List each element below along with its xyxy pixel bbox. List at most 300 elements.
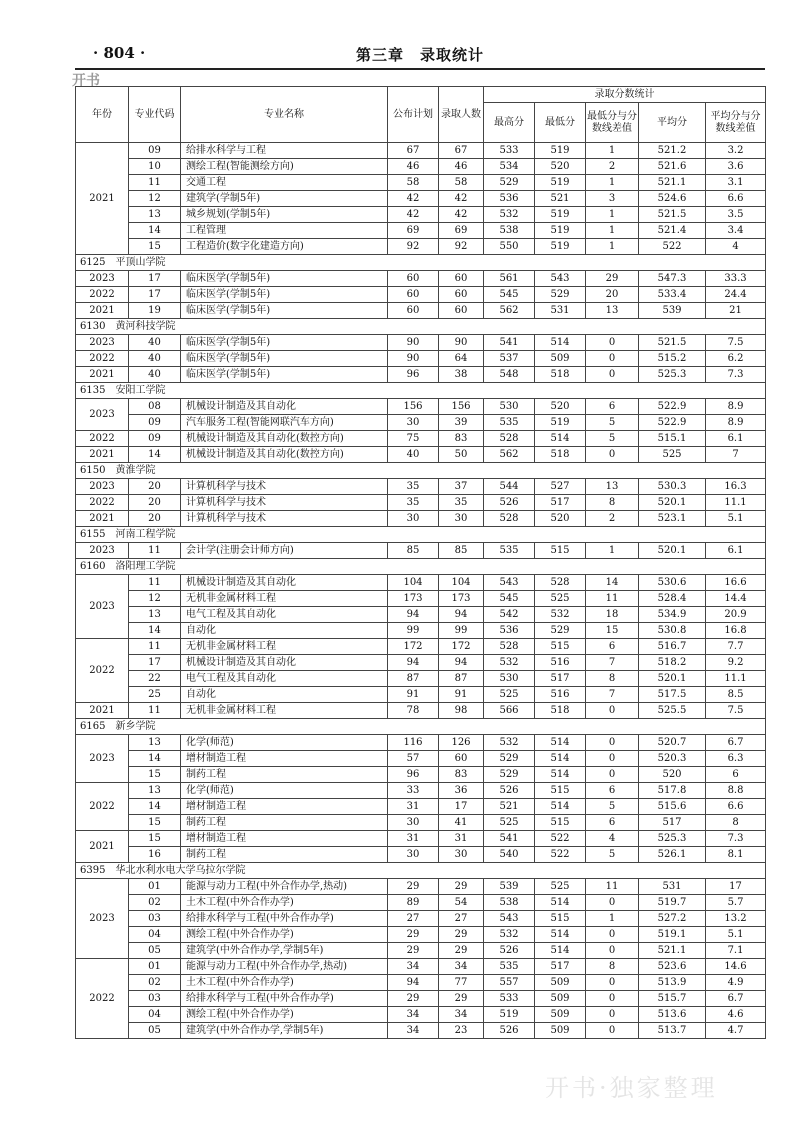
planned-cell: 30: [388, 815, 439, 831]
min-cell: 520: [535, 159, 586, 175]
avg-diff-cell: 6.3: [706, 751, 766, 767]
code-cell: 15: [129, 767, 181, 783]
planned-cell: 30: [388, 511, 439, 527]
school-row: [76, 319, 766, 335]
table-row: [76, 751, 766, 767]
table-row: [76, 735, 766, 751]
planned-cell: 42: [388, 207, 439, 223]
admitted-cell: 64: [439, 351, 484, 367]
code-cell: 17: [129, 287, 181, 303]
major-cell: 机械设计制造及其自动化: [181, 399, 388, 415]
school-row: [76, 463, 766, 479]
header-avg: 平均分: [639, 103, 706, 143]
min-cell: 519: [535, 175, 586, 191]
major-cell: 建筑学(中外合作办学,学制5年): [181, 1023, 388, 1039]
admitted-cell: 30: [439, 511, 484, 527]
min-diff-cell: 7: [586, 655, 639, 671]
admitted-cell: 83: [439, 767, 484, 783]
min-diff-cell: 6: [586, 639, 639, 655]
planned-cell: 78: [388, 703, 439, 719]
avg-cell: 528.4: [639, 591, 706, 607]
code-cell: 13: [129, 783, 181, 799]
min-cell: 529: [535, 287, 586, 303]
header-planned: 公布计划: [388, 87, 439, 143]
school-name: 6165 新乡学院: [76, 719, 766, 735]
planned-cell: 31: [388, 831, 439, 847]
avg-diff-cell: 8.5: [706, 687, 766, 703]
min-cell: 515: [535, 783, 586, 799]
year-cell: 2023: [76, 335, 129, 351]
major-cell: 自动化: [181, 687, 388, 703]
year-cell: 2022: [76, 639, 129, 703]
max-cell: 532: [484, 927, 535, 943]
avg-cell: 522.9: [639, 399, 706, 415]
admitted-cell: 38: [439, 367, 484, 383]
header-admitted: 录取人数: [439, 87, 484, 143]
code-cell: 10: [129, 159, 181, 175]
avg-diff-cell: 6.1: [706, 431, 766, 447]
avg-diff-cell: 21: [706, 303, 766, 319]
max-cell: 526: [484, 943, 535, 959]
max-cell: 537: [484, 351, 535, 367]
admitted-cell: 60: [439, 287, 484, 303]
major-cell: 电气工程及其自动化: [181, 671, 388, 687]
planned-cell: 94: [388, 607, 439, 623]
school-row: [76, 255, 766, 271]
page-header: [75, 40, 765, 70]
code-cell: 19: [129, 303, 181, 319]
avg-diff-cell: 4: [706, 239, 766, 255]
admitted-cell: 17: [439, 799, 484, 815]
code-cell: 15: [129, 239, 181, 255]
major-cell: 无机非金属材料工程: [181, 703, 388, 719]
code-cell: 03: [129, 991, 181, 1007]
table-row: [76, 1023, 766, 1039]
year-cell: 2022: [76, 431, 129, 447]
major-cell: 城乡规划(学制5年): [181, 207, 388, 223]
min-diff-cell: 0: [586, 335, 639, 351]
planned-cell: 172: [388, 639, 439, 655]
min-diff-cell: 1: [586, 223, 639, 239]
min-diff-cell: 0: [586, 351, 639, 367]
code-cell: 22: [129, 671, 181, 687]
planned-cell: 96: [388, 767, 439, 783]
avg-diff-cell: 5.1: [706, 511, 766, 527]
planned-cell: 57: [388, 751, 439, 767]
avg-diff-cell: 33.3: [706, 271, 766, 287]
max-cell: 533: [484, 143, 535, 159]
major-cell: 计算机科学与技术: [181, 495, 388, 511]
table-row: [76, 655, 766, 671]
header-year: 年份: [76, 87, 129, 143]
avg-cell: 547.3: [639, 271, 706, 287]
min-cell: 543: [535, 271, 586, 287]
major-cell: 工程造价(数字化建造方向): [181, 239, 388, 255]
code-cell: 15: [129, 831, 181, 847]
min-cell: 520: [535, 399, 586, 415]
major-cell: 制药工程: [181, 815, 388, 831]
admitted-cell: 94: [439, 655, 484, 671]
school-name: 6130 黄河科技学院: [76, 319, 766, 335]
planned-cell: 34: [388, 959, 439, 975]
table-row: [76, 447, 766, 463]
year-cell: 2023: [76, 735, 129, 783]
major-cell: 临床医学(学制5年): [181, 287, 388, 303]
planned-cell: 67: [388, 143, 439, 159]
min-diff-cell: 0: [586, 735, 639, 751]
table-row: [76, 703, 766, 719]
school-row: [76, 527, 766, 543]
major-cell: 化学(师范): [181, 735, 388, 751]
planned-cell: 35: [388, 479, 439, 495]
admitted-cell: 92: [439, 239, 484, 255]
avg-diff-cell: 3.4: [706, 223, 766, 239]
avg-cell: 523.1: [639, 511, 706, 527]
avg-diff-cell: 5.7: [706, 895, 766, 911]
school-row: [76, 863, 766, 879]
max-cell: 532: [484, 735, 535, 751]
min-cell: 532: [535, 607, 586, 623]
table-row: [76, 783, 766, 799]
avg-diff-cell: 4.7: [706, 1023, 766, 1039]
max-cell: 526: [484, 495, 535, 511]
code-cell: 12: [129, 591, 181, 607]
avg-diff-cell: 6.6: [706, 191, 766, 207]
avg-diff-cell: 7: [706, 447, 766, 463]
code-cell: 14: [129, 223, 181, 239]
code-cell: 11: [129, 575, 181, 591]
year-cell: 2023: [76, 479, 129, 495]
min-diff-cell: 3: [586, 191, 639, 207]
max-cell: 533: [484, 991, 535, 1007]
avg-diff-cell: 6.7: [706, 735, 766, 751]
table-row: [76, 543, 766, 559]
major-cell: 临床医学(学制5年): [181, 351, 388, 367]
table-row: [76, 207, 766, 223]
min-cell: 517: [535, 959, 586, 975]
table-row: [76, 303, 766, 319]
max-cell: 532: [484, 207, 535, 223]
avg-cell: 519.7: [639, 895, 706, 911]
planned-cell: 104: [388, 575, 439, 591]
year-cell: 2023: [76, 399, 129, 431]
avg-diff-cell: 7.5: [706, 703, 766, 719]
code-cell: 13: [129, 207, 181, 223]
max-cell: 535: [484, 543, 535, 559]
admitted-cell: 60: [439, 751, 484, 767]
max-cell: 541: [484, 335, 535, 351]
code-cell: 13: [129, 607, 181, 623]
min-diff-cell: 0: [586, 943, 639, 959]
code-cell: 02: [129, 895, 181, 911]
planned-cell: 99: [388, 623, 439, 639]
max-cell: 545: [484, 591, 535, 607]
planned-cell: 58: [388, 175, 439, 191]
min-cell: 517: [535, 495, 586, 511]
code-cell: 14: [129, 799, 181, 815]
max-cell: 538: [484, 895, 535, 911]
min-cell: 527: [535, 479, 586, 495]
avg-diff-cell: 11.1: [706, 495, 766, 511]
major-cell: 临床医学(学制5年): [181, 303, 388, 319]
planned-cell: 85: [388, 543, 439, 559]
major-cell: 机械设计制造及其自动化: [181, 655, 388, 671]
year-cell: 2023: [76, 543, 129, 559]
planned-cell: 35: [388, 495, 439, 511]
school-name: 6135 安阳工学院: [76, 383, 766, 399]
avg-cell: 513.7: [639, 1023, 706, 1039]
year-cell: 2023: [76, 271, 129, 287]
admitted-cell: 39: [439, 415, 484, 431]
table-row: [76, 511, 766, 527]
max-cell: 550: [484, 239, 535, 255]
min-cell: 519: [535, 415, 586, 431]
major-cell: 测绘工程(智能测绘方向): [181, 159, 388, 175]
planned-cell: 60: [388, 271, 439, 287]
table-row: [76, 831, 766, 847]
planned-cell: 34: [388, 1023, 439, 1039]
avg-diff-cell: 7.1: [706, 943, 766, 959]
table-row: [76, 959, 766, 975]
planned-cell: 91: [388, 687, 439, 703]
major-cell: 无机非金属材料工程: [181, 591, 388, 607]
min-cell: 509: [535, 1007, 586, 1023]
code-cell: 17: [129, 655, 181, 671]
max-cell: 543: [484, 911, 535, 927]
admitted-cell: 58: [439, 175, 484, 191]
avg-cell: 520: [639, 767, 706, 783]
school-name: 6150 黄淮学院: [76, 463, 766, 479]
planned-cell: 27: [388, 911, 439, 927]
avg-cell: 520.7: [639, 735, 706, 751]
year-cell: 2023: [76, 879, 129, 959]
table-row: [76, 351, 766, 367]
planned-cell: 29: [388, 879, 439, 895]
min-diff-cell: 8: [586, 959, 639, 975]
admitted-cell: 36: [439, 783, 484, 799]
avg-diff-cell: 9.2: [706, 655, 766, 671]
table-row: [76, 639, 766, 655]
min-diff-cell: 0: [586, 991, 639, 1007]
avg-cell: 513.9: [639, 975, 706, 991]
avg-cell: 530.3: [639, 479, 706, 495]
min-diff-cell: 1: [586, 911, 639, 927]
major-cell: 土木工程(中外合作办学): [181, 975, 388, 991]
code-cell: 09: [129, 143, 181, 159]
max-cell: 543: [484, 575, 535, 591]
avg-cell: 531: [639, 879, 706, 895]
major-cell: 临床医学(学制5年): [181, 335, 388, 351]
planned-cell: 116: [388, 735, 439, 751]
table-row: [76, 815, 766, 831]
max-cell: 539: [484, 879, 535, 895]
major-cell: 增材制造工程: [181, 799, 388, 815]
school-row: [76, 383, 766, 399]
major-cell: 能源与动力工程(中外合作办学,热动): [181, 879, 388, 895]
min-diff-cell: 6: [586, 815, 639, 831]
avg-cell: 521.1: [639, 175, 706, 191]
avg-diff-cell: 24.4: [706, 287, 766, 303]
major-cell: 机械设计制造及其自动化: [181, 575, 388, 591]
admitted-cell: 87: [439, 671, 484, 687]
admitted-cell: 98: [439, 703, 484, 719]
min-diff-cell: 0: [586, 1007, 639, 1023]
max-cell: 562: [484, 303, 535, 319]
avg-diff-cell: 16.8: [706, 623, 766, 639]
min-cell: 509: [535, 991, 586, 1007]
planned-cell: 30: [388, 847, 439, 863]
avg-diff-cell: 4.9: [706, 975, 766, 991]
code-cell: 15: [129, 815, 181, 831]
school-name: 6125 平顶山学院: [76, 255, 766, 271]
avg-diff-cell: 8.1: [706, 847, 766, 863]
major-cell: 测绘工程(中外合作办学): [181, 927, 388, 943]
avg-diff-cell: 16.6: [706, 575, 766, 591]
avg-cell: 522.9: [639, 415, 706, 431]
admitted-cell: 69: [439, 223, 484, 239]
table-row: [76, 143, 766, 159]
min-cell: 529: [535, 623, 586, 639]
min-cell: 518: [535, 703, 586, 719]
planned-cell: 60: [388, 287, 439, 303]
year-cell: 2022: [76, 959, 129, 1039]
table-row: [76, 943, 766, 959]
planned-cell: 94: [388, 655, 439, 671]
max-cell: 540: [484, 847, 535, 863]
year-cell: 2021: [76, 831, 129, 863]
avg-cell: 515.7: [639, 991, 706, 1007]
table-row: [76, 287, 766, 303]
min-cell: 525: [535, 879, 586, 895]
planned-cell: 31: [388, 799, 439, 815]
max-cell: 519: [484, 1007, 535, 1023]
table-row: [76, 895, 766, 911]
min-diff-cell: 13: [586, 303, 639, 319]
admitted-cell: 67: [439, 143, 484, 159]
admitted-cell: 29: [439, 991, 484, 1007]
min-diff-cell: 20: [586, 287, 639, 303]
code-cell: 03: [129, 911, 181, 927]
min-cell: 518: [535, 367, 586, 383]
planned-cell: 30: [388, 415, 439, 431]
admitted-cell: 173: [439, 591, 484, 607]
avg-diff-cell: 3.1: [706, 175, 766, 191]
avg-diff-cell: 17: [706, 879, 766, 895]
table-row: [76, 847, 766, 863]
avg-diff-cell: 3.5: [706, 207, 766, 223]
min-diff-cell: 8: [586, 671, 639, 687]
planned-cell: 89: [388, 895, 439, 911]
admitted-cell: 31: [439, 831, 484, 847]
min-diff-cell: 5: [586, 415, 639, 431]
code-cell: 25: [129, 687, 181, 703]
min-cell: 525: [535, 591, 586, 607]
major-cell: 制药工程: [181, 847, 388, 863]
table-row: [76, 671, 766, 687]
avg-cell: 521.6: [639, 159, 706, 175]
admitted-cell: 172: [439, 639, 484, 655]
year-cell: 2022: [76, 351, 129, 367]
code-cell: 04: [129, 1007, 181, 1023]
chapter-title: 第三章 录取统计: [355, 46, 484, 64]
planned-cell: 156: [388, 399, 439, 415]
avg-cell: 515.1: [639, 431, 706, 447]
min-diff-cell: 0: [586, 927, 639, 943]
min-diff-cell: 0: [586, 975, 639, 991]
min-cell: 509: [535, 351, 586, 367]
table-row: [76, 191, 766, 207]
min-diff-cell: 0: [586, 1023, 639, 1039]
admitted-cell: 50: [439, 447, 484, 463]
avg-diff-cell: 11.1: [706, 671, 766, 687]
admitted-cell: 29: [439, 879, 484, 895]
avg-cell: 521.1: [639, 943, 706, 959]
min-diff-cell: 14: [586, 575, 639, 591]
min-cell: 517: [535, 671, 586, 687]
planned-cell: 90: [388, 351, 439, 367]
table-row: [76, 479, 766, 495]
max-cell: 538: [484, 223, 535, 239]
code-cell: 11: [129, 175, 181, 191]
code-cell: 40: [129, 367, 181, 383]
school-name: 6395 华北水利水电大学乌拉尔学院: [76, 863, 766, 879]
table-row: [76, 1007, 766, 1023]
avg-cell: 533.4: [639, 287, 706, 303]
min-diff-cell: 11: [586, 879, 639, 895]
avg-cell: 521.4: [639, 223, 706, 239]
year-cell: 2021: [76, 143, 129, 255]
admitted-cell: 34: [439, 1007, 484, 1023]
admitted-cell: 126: [439, 735, 484, 751]
header-avg-diff: 平均分与分数线差值: [706, 103, 766, 143]
year-cell: 2022: [76, 495, 129, 511]
major-cell: 增材制造工程: [181, 831, 388, 847]
min-diff-cell: 2: [586, 159, 639, 175]
planned-cell: 96: [388, 367, 439, 383]
code-cell: 01: [129, 959, 181, 975]
max-cell: 548: [484, 367, 535, 383]
min-cell: 515: [535, 543, 586, 559]
table-row: [76, 623, 766, 639]
major-cell: 交通工程: [181, 175, 388, 191]
avg-cell: 519.1: [639, 927, 706, 943]
admitted-cell: 91: [439, 687, 484, 703]
table-row: [76, 335, 766, 351]
admitted-cell: 77: [439, 975, 484, 991]
min-diff-cell: 0: [586, 751, 639, 767]
header-min: 最低分: [535, 103, 586, 143]
max-cell: 534: [484, 159, 535, 175]
max-cell: 536: [484, 623, 535, 639]
avg-cell: 521.2: [639, 143, 706, 159]
avg-cell: 515.2: [639, 351, 706, 367]
avg-diff-cell: 7.7: [706, 639, 766, 655]
max-cell: 541: [484, 831, 535, 847]
min-cell: 509: [535, 975, 586, 991]
year-cell: 2023: [76, 575, 129, 639]
planned-cell: 34: [388, 1007, 439, 1023]
code-cell: 04: [129, 927, 181, 943]
min-cell: 515: [535, 911, 586, 927]
admitted-cell: 42: [439, 207, 484, 223]
max-cell: 528: [484, 431, 535, 447]
avg-diff-cell: 6: [706, 767, 766, 783]
avg-cell: 517.5: [639, 687, 706, 703]
min-cell: 514: [535, 751, 586, 767]
min-cell: 519: [535, 223, 586, 239]
min-cell: 514: [535, 767, 586, 783]
major-cell: 建筑学(中外合作办学,学制5年): [181, 943, 388, 959]
